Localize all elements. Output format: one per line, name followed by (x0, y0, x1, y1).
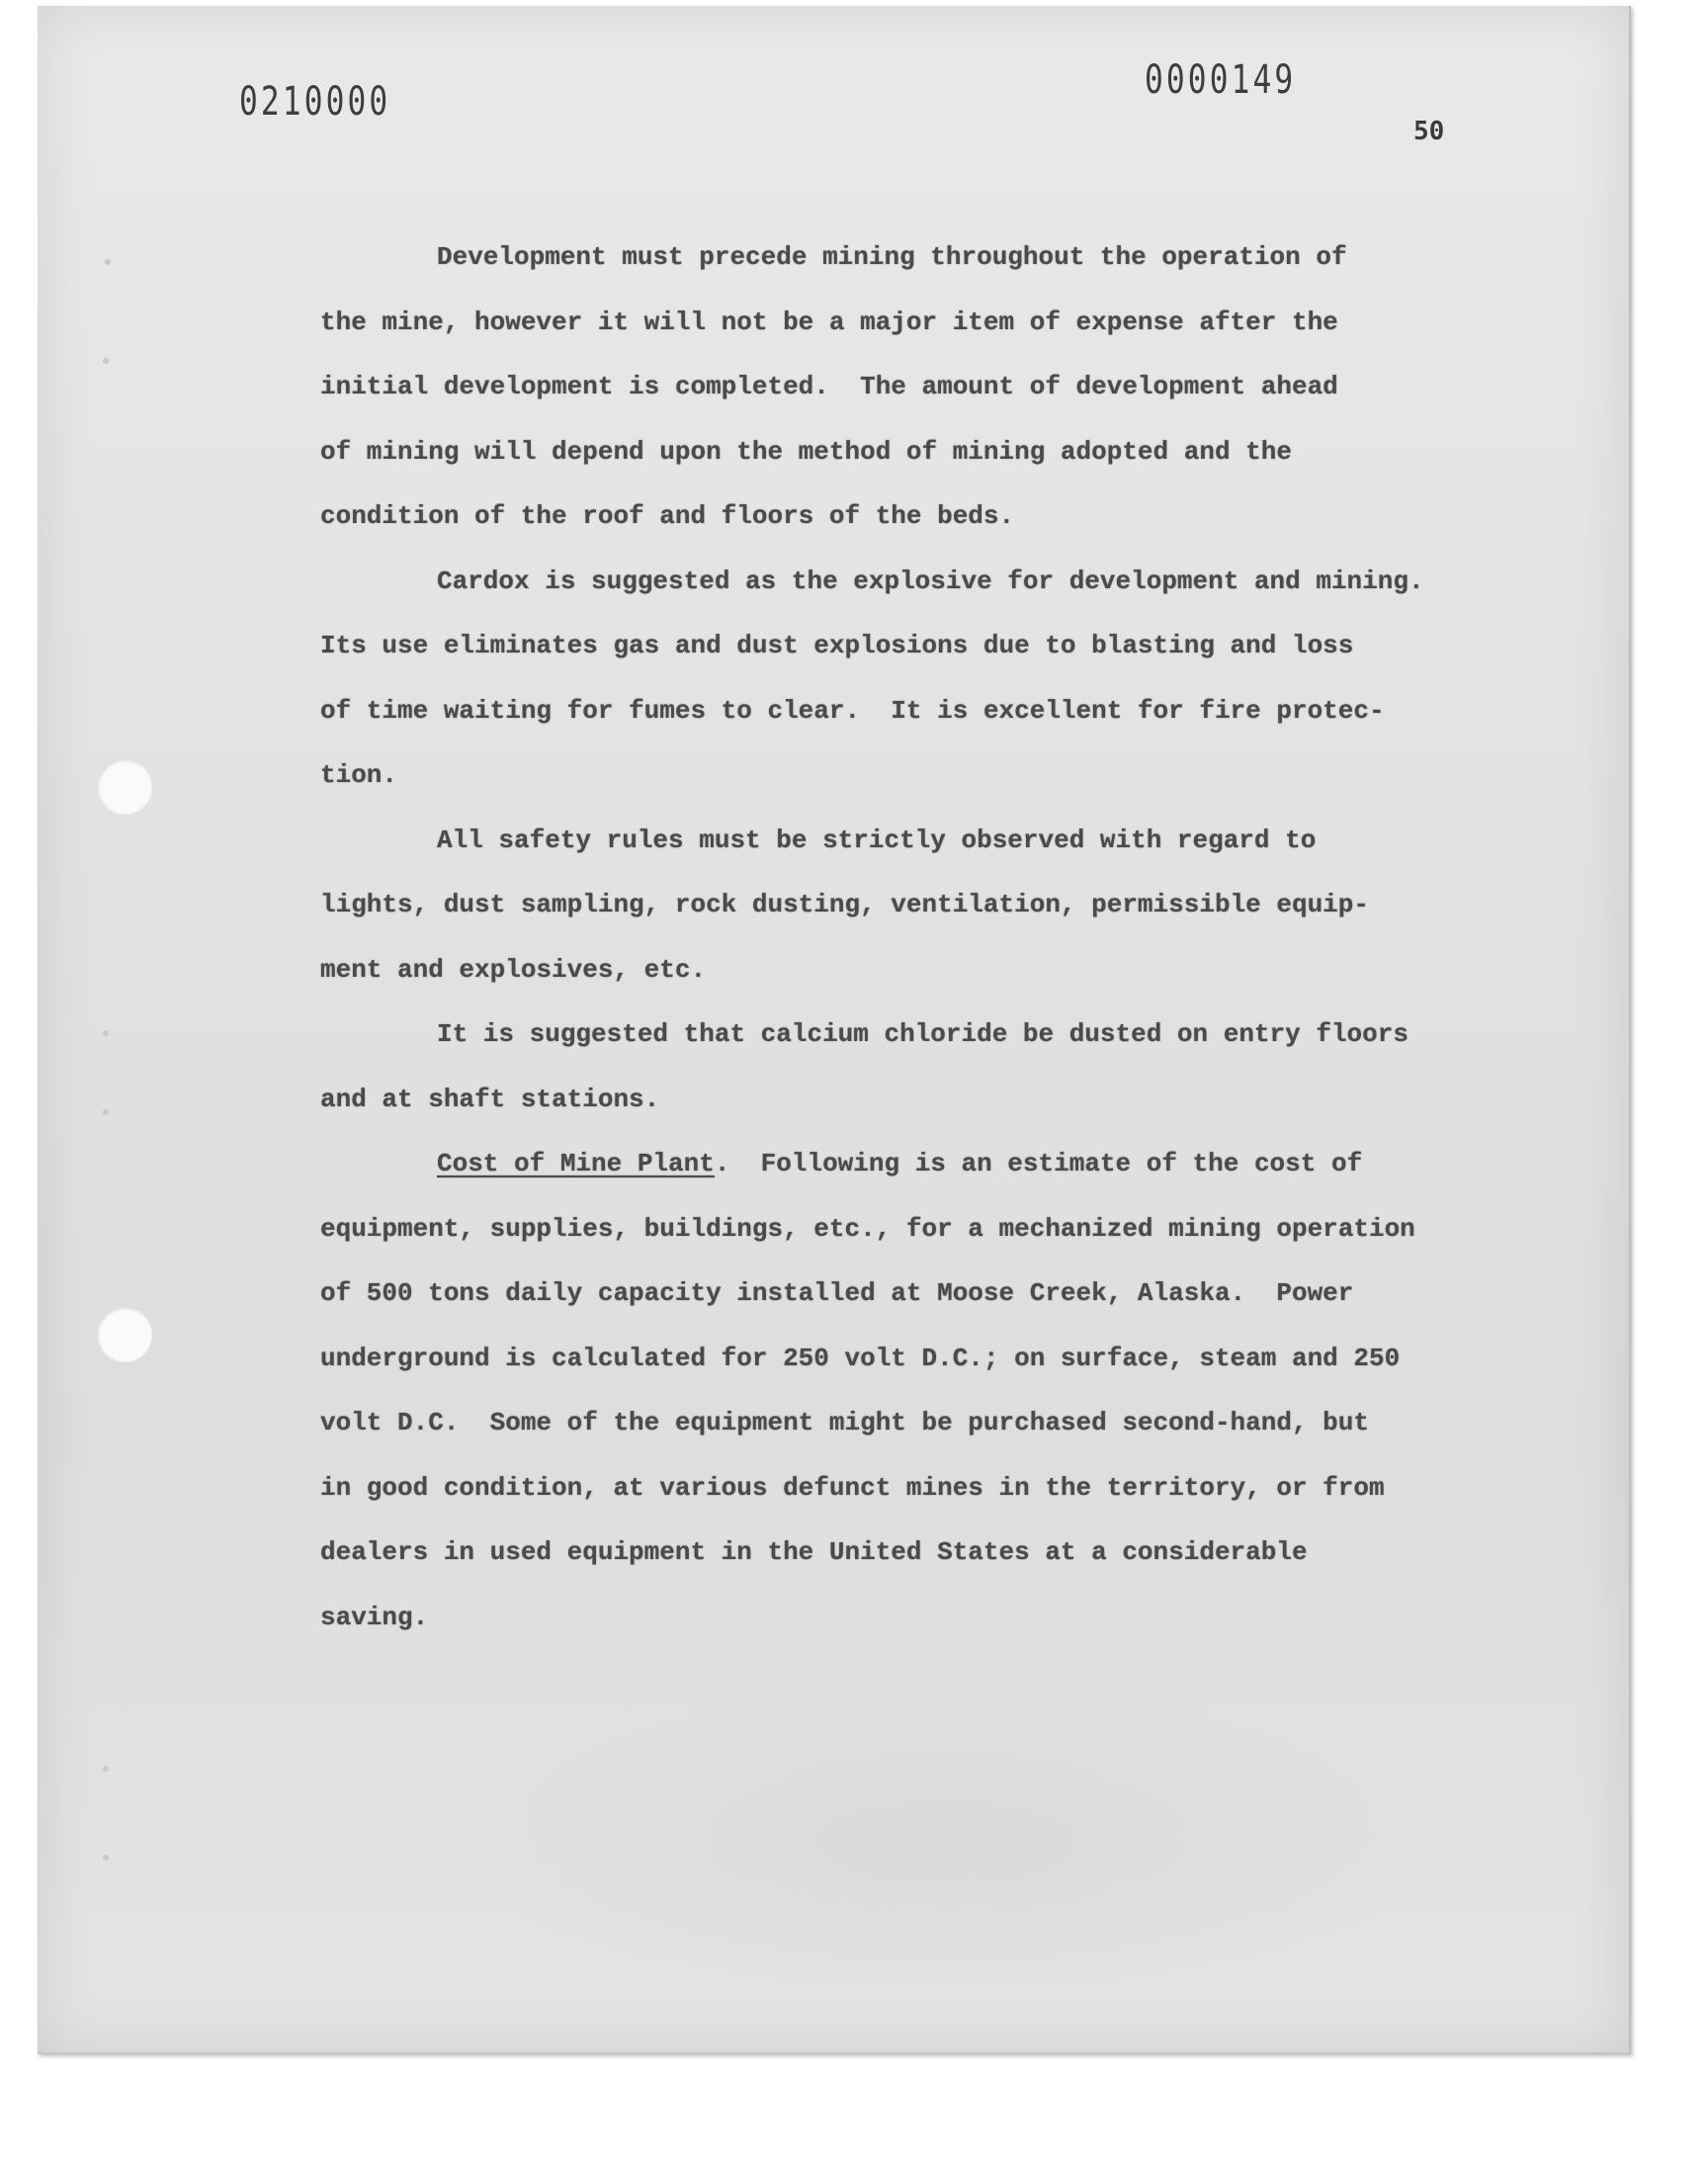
text-line: saving. (320, 1602, 429, 1632)
punch-hole-bottom (97, 1307, 152, 1362)
heading-continuation: . Following is an estimate of the cost of (714, 1149, 1363, 1178)
binding-mark (103, 1855, 109, 1861)
text-line: the mine, however it will not be a major item of expense after the (320, 306, 1338, 337)
page-number: 50 (1413, 117, 1445, 146)
text-line: equipment, supplies, buildings, etc., for a mechanized mining operation (320, 1213, 1415, 1244)
stamp-number-left: 0210000 (239, 79, 391, 125)
paragraph-cost-of-mine-plant (320, 1144, 1506, 1662)
paragraph-development (320, 237, 1506, 562)
binding-mark (103, 358, 109, 364)
stamp-number-right: 0000149 (1145, 57, 1297, 103)
binding-mark (105, 259, 111, 265)
document-body (320, 237, 1506, 1662)
text-line: dealers in used equipment in the United States at a considerable (320, 1537, 1308, 1567)
text-line: All safety rules must be strictly observed with regard to (437, 825, 1317, 855)
text-line: of 500 tons daily capacity installed at Moose Creek, Alaska. Power (320, 1278, 1354, 1308)
text-line: of mining will depend upon the method of mining adopted and the (320, 436, 1292, 467)
text-line: condition of the roof and floors of the beds. (320, 501, 1015, 531)
paragraph-calcium-chloride (320, 1014, 1506, 1144)
section-heading: Cost of Mine Plant (437, 1149, 715, 1178)
binding-mark (103, 1109, 109, 1115)
punch-hole-top (97, 759, 152, 815)
text-line (320, 1144, 1506, 1209)
paragraph-safety-rules (320, 821, 1506, 1015)
text-line: and at shaft stations. (320, 1084, 660, 1114)
binding-mark (103, 1766, 109, 1772)
binding-mark (103, 1030, 109, 1036)
paragraph-cardox (320, 562, 1506, 821)
text-line: volt D.C. Some of the equipment might be purchased second-hand, but (320, 1408, 1369, 1437)
text-line: of time waiting for fumes to clear. It is excellent for fire protec- (320, 695, 1385, 726)
text-line: initial development is completed. The amount of development ahead (320, 372, 1338, 401)
text-line: It is suggested that calcium chloride be dusted on entry floors (437, 1019, 1409, 1049)
text-line: underground is calculated for 250 volt D.C.; on surface, steam and 250 (320, 1343, 1401, 1373)
text-line: tion. (320, 760, 398, 790)
text-line: lights, dust sampling, rock dusting, ventilation, permissible equip- (320, 890, 1369, 919)
text-line: Its use eliminates gas and dust explosions due to blasting and loss (320, 631, 1354, 660)
text-line: Cardox is suggested as the explosive for development and mining. (437, 566, 1424, 596)
text-line: ment and explosives, etc. (320, 954, 707, 985)
scan-shadow (453, 1687, 1441, 2003)
text-line: in good condition, at various defunct mines in the territory, or from (320, 1472, 1385, 1503)
text-line: Development must precede mining throughout the operation of (437, 242, 1347, 272)
